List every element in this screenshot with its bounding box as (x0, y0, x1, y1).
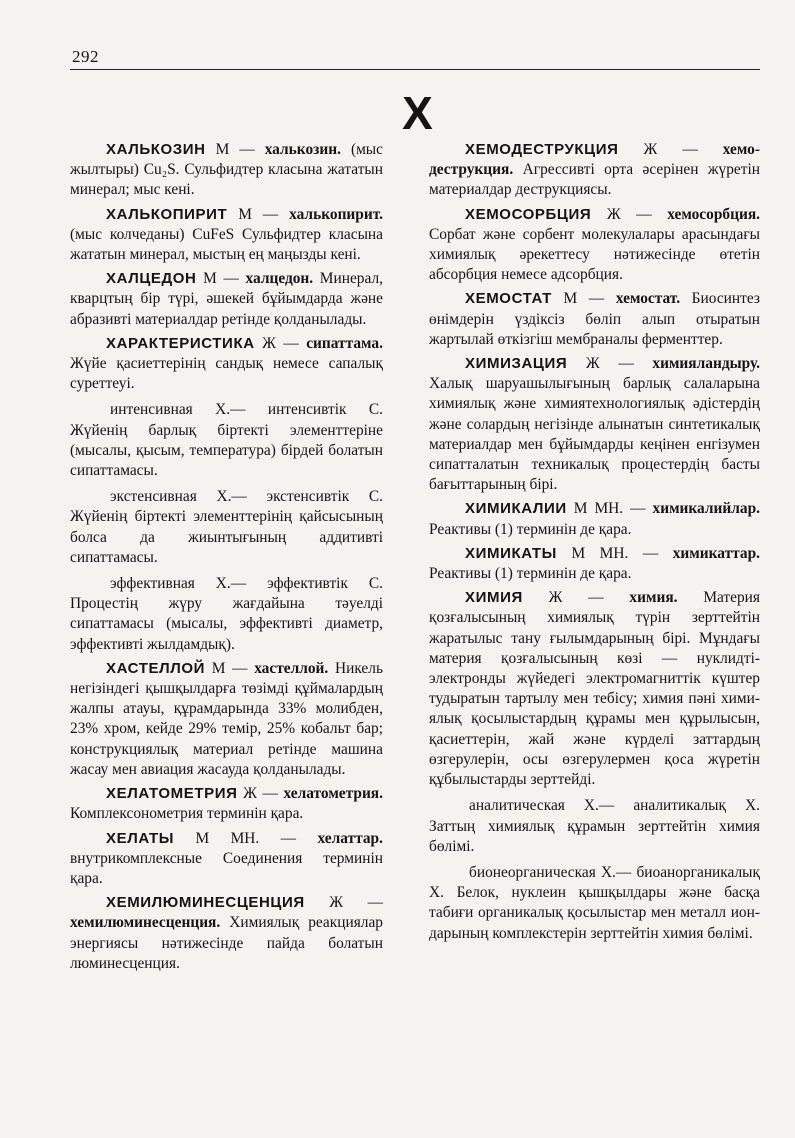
entry-headword: ХАЛЬКОПИРИТ (106, 205, 228, 223)
dictionary-entry (429, 205, 760, 286)
entry-definition: (мыс жылтыры) Cu₂S. Сульфидтер класына жататын минерал; мыс кені. (70, 141, 383, 199)
entry-headword: ХИМИКАТЫ (465, 544, 557, 562)
dictionary-entry (429, 140, 760, 201)
entry-definition: Никель негізіндегі қышқылдарға төзімді құймалардың жалпы атауы, құрамдарында 33% молибден, 23% хром, кейде 29% темір, 25% кобальт бар; конструкциялық материал ретінде машина жасау мен авиация жасауда қолданылады. (70, 659, 383, 778)
top-rule (70, 69, 760, 70)
entry-grammar: М — (211, 659, 248, 677)
dictionary-entry (429, 354, 760, 495)
entry-headword: ХИМИЯ (465, 589, 523, 607)
entry-headword: ХЕМОСТАТ (465, 290, 552, 308)
entry-equivalent: хемостат. (615, 290, 681, 308)
entry-equivalent: химияландыру. (652, 355, 760, 373)
entry-equivalent: хемосорбция. (667, 205, 760, 223)
entry-equivalent: химикалийлар. (652, 500, 760, 518)
entry-headword: ХЕМОСОРБЦИЯ (465, 205, 592, 223)
entry-definition: Материя қозғалысының химиялық түрін зерттейтін жаратылыс тану ғылымдарының бірі. Мұндағы материя қозғалысының көзі — нуклидті-электронды жүйедегі электромагниттік күштер тудыратын тартылу мен тебісу; химия пәні химиялық қосылыстардың құрамы мен құрылысын, қасиеттерін, жай және күрделі заттардың өзгерулерін, осы өзгерулермен қоса жүретін құбылыстарды зерттейді. (429, 589, 760, 789)
entry-definition: Комплексонометрия терминін қара. (70, 805, 304, 823)
entry-equivalent: халькозин. (264, 141, 341, 158)
entry-grammar: Ж — (643, 141, 698, 158)
entry-headword: ХАЛЦЕДОН (106, 270, 197, 288)
entry-equivalent: халькопирит. (289, 205, 383, 223)
entry-grammar: Ж — (548, 589, 604, 607)
entry-headword: ХАСТЕЛЛОЙ (106, 659, 205, 677)
entry-equivalent: сипаттама. (306, 334, 383, 352)
subentry (429, 863, 760, 944)
entry-definition: Жүйе қасиеттерінің сандық немесе сапалық суреттеуі. (70, 355, 383, 393)
entry-definition: аналитическая Х.— аналитикалық Х. Заттың химиялық құрамын зерттейтін химия бөлімі. (429, 797, 760, 855)
dictionary-entry (429, 544, 760, 584)
entry-headword: ХЕЛАТОМЕТРИЯ (106, 785, 238, 803)
entry-equivalent: хемилюминесценция. (70, 914, 221, 932)
entry-definition: Сорбат және сорбент молекулалары арасындағы химиялық әрекеттесу нәтижесінде өтетін абсорбция немесе адсорбция. (429, 225, 760, 284)
dictionary-entry (70, 893, 383, 974)
entry-grammar: Ж — (262, 334, 299, 352)
entry-grammar: М МН. — (573, 500, 646, 518)
entry-definition: внутрикомплексные Соединения терминін қара. (70, 849, 383, 887)
entry-equivalent: хелатометрия. (283, 785, 383, 803)
entry-definition: бионеорганическая Х.— биоанорганикалық Х. Белок, нуклеин қышқылдары және басқа табиғи органикалық қосылыстар мен металл иондарының комплекстерін зерттейтін химия бөлімі. (429, 863, 760, 942)
entry-grammar: М МН. — (571, 544, 659, 562)
entry-definition: Реактивы (1) терминін де қара. (429, 520, 632, 538)
entry-definition: эффективная Х.— эффективтік С. Процестің жүру жағдайына тәуелді сипаттамасы (мысалы, эффективті диаметр, эффективті жылдамдық). (70, 575, 383, 653)
entry-definition: (мыс колчеданы) CuFeS Сульфидтер класына жататын минерал, мыстың ең маңызды кені. (70, 225, 383, 264)
entry-grammar: М — (203, 270, 239, 288)
entry-definition: Халық шаруашылығының барлық салаларына химиялық және химиятехнологиялық әдістердің және солардың негізінде алынатын синтетикалық материалдар мен бұйымдарды кеңінен енгізумен сипатталатын техникалық процестердің басты бағыттарының бірі. (429, 375, 760, 494)
dictionary-entry (429, 499, 760, 539)
entry-grammar: М — (238, 205, 279, 223)
entry-equivalent: халцедон. (245, 270, 314, 288)
entry-definition: Химиялық реакциялар энергиясы нәтижесінде пайда болатын люминесценция. (70, 914, 383, 972)
entry-grammar: Ж — (585, 355, 634, 373)
entry-headword: ХЕМОДЕСТРУКЦИЯ (465, 141, 619, 158)
dictionary-entry (429, 588, 760, 790)
entry-headword: ХАРАКТЕРИСТИКА (106, 334, 255, 352)
dictionary-entry (70, 829, 383, 890)
entry-headword: ХЕЛАТЫ (106, 829, 175, 847)
dictionary-entry (70, 334, 383, 395)
entry-definition: Биосинтез өнімдерін үздіксіз бөліп алып отыратын жартылай өткізгіш мембраналы ферменттер. (429, 290, 760, 348)
entry-equivalent: хемодеструкция. (429, 141, 760, 179)
entry-definition: интенсивная Х.— интенсивтік С. Жүйенің барлық біртекті элементтеріне (мысалы, қысым, температура) бірдей болатын сипаттамасы. (70, 401, 383, 480)
dictionary-entry (70, 659, 383, 780)
section-letter: X (402, 87, 433, 139)
entry-definition: Агрессивті орта әсерінен жүретін материалдар деструкциясы. (429, 161, 760, 199)
entry-equivalent: химикаттар. (672, 544, 760, 562)
entry-equivalent: химия. (629, 589, 678, 607)
entry-grammar: Ж — (243, 785, 278, 803)
entry-definition: Минерал, кварцтың бір түрі, әшекей бұйымдарда және абразивті материалдар ретінде қолданылады. (70, 270, 383, 328)
entry-headword: ХИМИЗАЦИЯ (465, 355, 568, 373)
dictionary-entry (429, 289, 760, 350)
entry-definition: Реактивы (1) терминін де қара. (429, 565, 632, 583)
entry-grammar: Ж — (329, 894, 383, 912)
entry-equivalent: хелаттар. (317, 829, 383, 847)
left-column (70, 140, 383, 978)
dictionary-entry (70, 140, 383, 201)
subentry (70, 487, 383, 568)
page-number: 292 (72, 47, 99, 66)
dictionary-entry (70, 784, 383, 824)
dictionary-entry (70, 205, 383, 266)
dictionary-entry (70, 269, 383, 330)
entry-grammar: М — (215, 141, 255, 158)
subentry (429, 796, 760, 857)
subentry (70, 574, 383, 655)
entry-grammar: М МН. — (195, 829, 297, 847)
entry-headword: ХИМИКАЛИИ (465, 500, 567, 518)
subentry (70, 400, 383, 481)
entry-definition: экстенсивная Х.— экстенсивтік С. Жүйенің біртекті элементтерінің қайсысының болса да жиынтығының аддитивті сипаттамасы. (70, 488, 383, 566)
entry-equivalent: хастеллой. (254, 659, 329, 677)
entry-grammar: М — (563, 290, 605, 308)
entry-grammar: Ж — (606, 205, 652, 223)
right-column (429, 140, 760, 948)
entry-headword: ХАЛЬКОЗИН (106, 141, 206, 158)
entry-headword: ХЕМИЛЮМИНЕСЦЕНЦИЯ (106, 894, 305, 912)
